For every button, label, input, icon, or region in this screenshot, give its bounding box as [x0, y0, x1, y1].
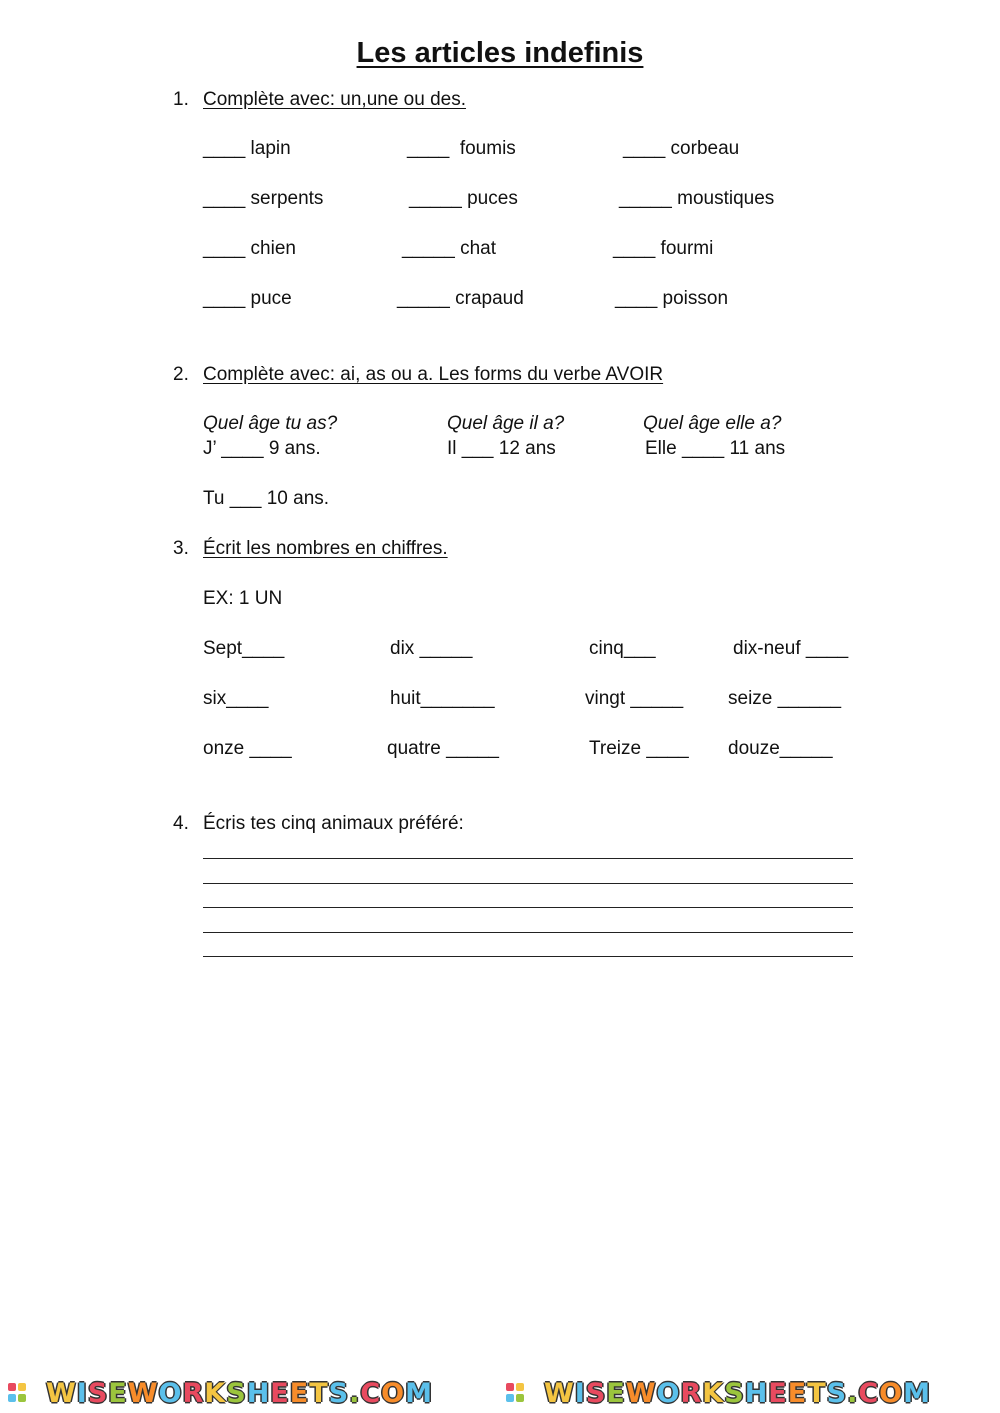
watermark-letter: W: [46, 1377, 76, 1409]
q2-number: 2.: [173, 364, 189, 385]
watermark-letter: M: [903, 1377, 930, 1409]
watermark-letter: S: [87, 1377, 108, 1409]
watermark-letter: S: [826, 1377, 847, 1409]
watermark-letter: .: [349, 1377, 360, 1409]
watermark-letter: C: [858, 1377, 879, 1409]
logo-square: [8, 1383, 16, 1391]
q2-question: Quel âge tu as?: [203, 413, 338, 434]
q1-item: _____ chat: [402, 238, 497, 259]
wiseworksheets-logo-icon: [502, 1379, 538, 1407]
q3-item: dix-neuf ____: [733, 638, 849, 659]
q1-item: ____ foumis: [407, 138, 516, 159]
q3-instruction: Écrit les nombres en chiffres.: [203, 538, 448, 559]
q2-question: Quel âge elle a?: [643, 413, 782, 434]
watermark-letter: H: [246, 1377, 270, 1409]
answer-line: [203, 956, 853, 957]
watermark-letter: H: [744, 1377, 768, 1409]
watermark-letter: O: [879, 1377, 903, 1409]
logo-square: [516, 1394, 524, 1402]
q1-item: _____ moustiques: [619, 188, 775, 209]
q3-item: douze_____: [728, 738, 833, 759]
q1-item: ____ serpents: [203, 188, 324, 209]
q1-item: ____ puce: [203, 288, 292, 309]
logo-square: [18, 1383, 26, 1391]
q1-instruction: Complète avec: un,une ou des.: [203, 89, 467, 110]
q2-question: Quel âge il a?: [447, 413, 565, 434]
q3-item: onze ____: [203, 738, 292, 759]
q2-answer: J’ ____ 9 ans.: [203, 438, 321, 459]
q2-extra: Tu ___ 10 ans.: [203, 488, 330, 509]
watermark-letter: E: [787, 1377, 807, 1409]
watermark-letter: M: [405, 1377, 432, 1409]
watermark-text: [544, 1377, 931, 1409]
q1-item: _____ puces: [409, 188, 518, 209]
watermark-letter: T: [309, 1377, 328, 1409]
watermark-letter: W: [544, 1377, 574, 1409]
q2-answer: Il ___ 12 ans: [447, 438, 556, 459]
q2-answer: Elle ____ 11 ans: [645, 438, 786, 459]
q3-item: six____: [203, 688, 269, 709]
q1-item: ____ lapin: [203, 138, 291, 159]
watermark-letter: O: [656, 1377, 680, 1409]
answer-line: [203, 883, 853, 884]
q1-item: ____ fourmi: [613, 238, 714, 259]
watermark-letter: I: [574, 1377, 585, 1409]
watermark-letter: W: [625, 1377, 656, 1409]
q1-item: _____ crapaud: [397, 288, 524, 309]
q1-item: ____ chien: [203, 238, 296, 259]
watermark-letter: S: [328, 1377, 349, 1409]
answer-line: [203, 907, 853, 908]
watermark-block: [502, 1376, 931, 1410]
q3-item: seize ______: [728, 688, 842, 709]
worksheet-title: Les articles indefinis: [356, 37, 644, 69]
q3-item: cinq___: [589, 638, 656, 659]
q2-instruction: Complète avec: ai, as ou a. Les forms du verbe AVOIR: [203, 364, 664, 385]
watermark-letter: E: [768, 1377, 787, 1409]
watermark-letter: O: [158, 1377, 182, 1409]
q3-item: vingt _____: [585, 688, 684, 709]
logo-square: [516, 1383, 524, 1391]
logo-square: [8, 1394, 16, 1402]
watermark-letter: S: [724, 1377, 744, 1409]
q3-item: quatre _____: [387, 738, 499, 759]
watermark-letter: S: [585, 1377, 606, 1409]
watermark-letter: O: [381, 1377, 405, 1409]
logo-square: [506, 1394, 514, 1402]
watermark-letter: E: [289, 1377, 309, 1409]
watermark-block: [4, 1376, 433, 1410]
q3-example: EX: 1 UN: [203, 588, 283, 609]
watermark-letter: K: [204, 1377, 226, 1409]
watermark-letter: R: [182, 1377, 204, 1409]
q4-number: 4.: [173, 813, 189, 834]
watermark-letter: S: [226, 1377, 246, 1409]
logo-square: [18, 1394, 26, 1402]
q3-item: dix _____: [390, 638, 473, 659]
watermark-letter: E: [606, 1377, 625, 1409]
answer-line: [203, 858, 853, 859]
watermark-letter: W: [127, 1377, 158, 1409]
wiseworksheets-logo-icon: [4, 1379, 40, 1407]
q3-item: huit_______: [390, 688, 495, 709]
footer-watermark: [0, 1376, 1000, 1410]
q1-number: 1.: [173, 89, 189, 110]
q3-number: 3.: [173, 538, 189, 559]
watermark-letter: I: [76, 1377, 87, 1409]
watermark-letter: R: [680, 1377, 702, 1409]
watermark-letter: E: [270, 1377, 289, 1409]
watermark-text: [46, 1377, 433, 1409]
watermark-letter: C: [360, 1377, 381, 1409]
q1-item: ____ corbeau: [623, 138, 740, 159]
watermark-letter: T: [807, 1377, 826, 1409]
watermark-letter: .: [847, 1377, 858, 1409]
watermark-letter: K: [702, 1377, 724, 1409]
q3-item: Sept____: [203, 638, 285, 659]
q4-instruction: Écris tes cinq animaux préféré:: [203, 813, 464, 834]
q1-item: ____ poisson: [615, 288, 729, 309]
q3-item: Treize ____: [589, 738, 689, 759]
watermark-letter: E: [108, 1377, 127, 1409]
logo-square: [506, 1383, 514, 1391]
answer-line: [203, 932, 853, 933]
